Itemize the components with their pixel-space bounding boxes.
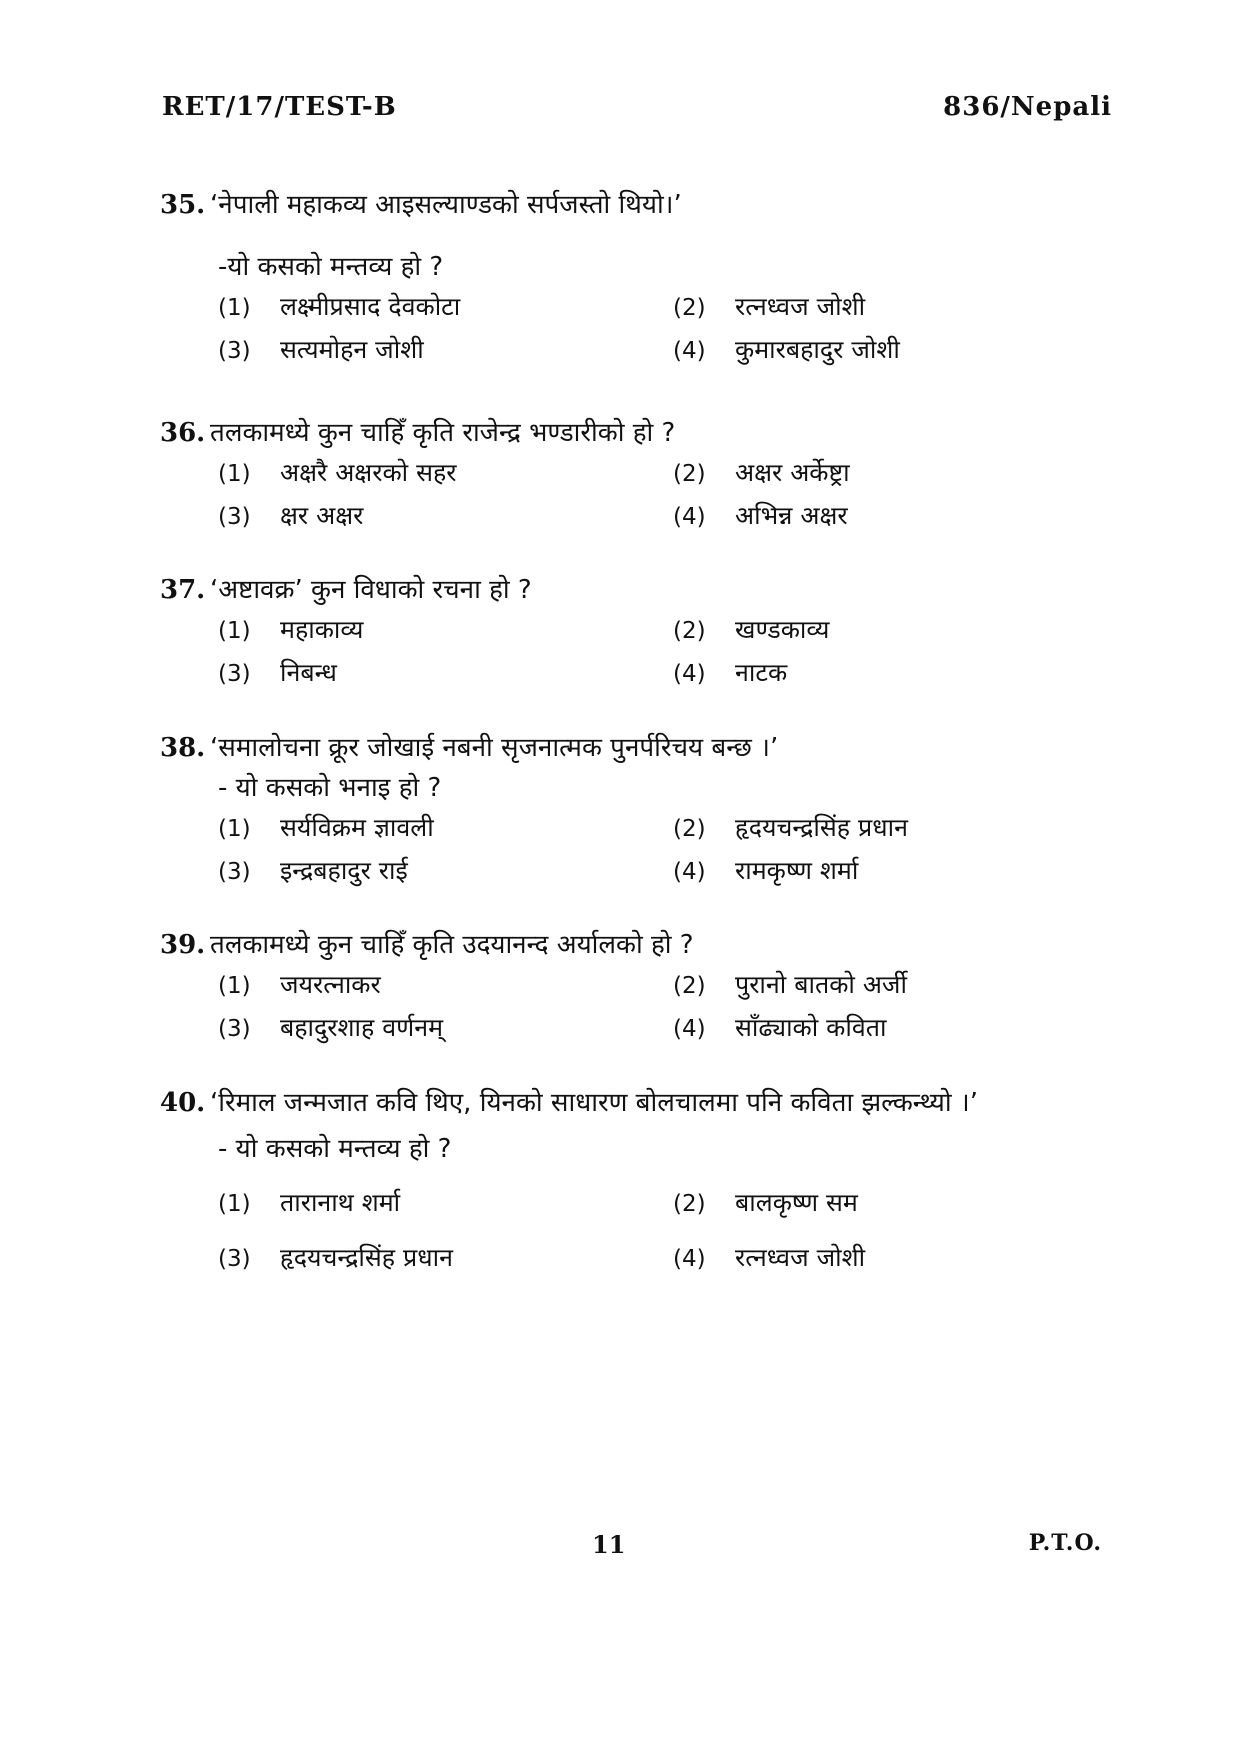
option-4: (4) नाटक — [673, 658, 788, 687]
question-number: 36. — [160, 418, 206, 448]
question-text — [160, 728, 1110, 768]
question-statement: तलकामध्ये कुन चाहिँ कृति उदयानन्द अर्यालको हो ? — [210, 930, 694, 960]
question-subtext: - यो कसको मन्तव्य हो ? — [218, 1134, 452, 1164]
paper-code: RET/17/TEST-B — [162, 92, 397, 122]
option-4: (4) कुमारबहादुर जोशी — [673, 335, 900, 364]
question-36 — [160, 413, 1110, 537]
option-4: (4) साँढ्याको कविता — [673, 1013, 887, 1042]
question-39 — [160, 925, 1110, 1049]
question-text — [160, 1083, 1110, 1123]
question-statement: ‘समालोचना क्रूर जोखाई नबनी सृजनात्मक पुनर्परिचय बन्छ ।’ — [210, 733, 779, 763]
option-3: (3) सत्यमोहन जोशी — [218, 335, 424, 364]
option-1: (1) सर्यविक्रम ज्ञावली — [218, 813, 434, 842]
question-number: 40. — [160, 1088, 206, 1118]
option-1: (1) लक्ष्मीप्रसाद देवकोटा — [218, 292, 461, 321]
option-2: (2) हृदयचन्द्रसिंह प्रधान — [673, 813, 908, 842]
option-2: (2) अक्षर अर्केष्ट्रा — [673, 458, 850, 487]
question-statement: ‘अष्टावक्र’ कुन विधाको रचना हो ? — [210, 575, 532, 605]
option-4: (4) अभिन्न अक्षर — [673, 501, 848, 530]
question-subtext: -यो कसको मन्तव्य हो ? — [218, 252, 444, 282]
question-statement: ‘रिमाल जन्मजात कवि थिए, यिनको साधारण बोलचालमा पनि कविता झल्कन्थ्यो ।’ — [210, 1088, 978, 1118]
option-4: (4) रत्नध्वज जोशी — [673, 1243, 866, 1272]
option-1: (1) अक्षरै अक्षरको सहर — [218, 458, 457, 487]
please-turn-over: P.T.O. — [1028, 1530, 1102, 1556]
option-2: (2) खण्डकाव्य — [673, 615, 830, 644]
question-38 — [160, 728, 1110, 892]
question-number: 38. — [160, 733, 206, 763]
option-2: (2) रत्नध्वज जोशी — [673, 292, 866, 321]
options-list — [160, 287, 1110, 371]
option-1: (1) जयरत्नाकर — [218, 970, 381, 999]
options-list — [160, 1183, 1110, 1279]
question-number: 39. — [160, 930, 206, 960]
option-3: (3) इन्द्रबहादुर राई — [218, 856, 408, 885]
question-subtext: - यो कसको भनाइ हो ? — [218, 773, 442, 803]
subject-code: 836/Nepali — [943, 92, 1112, 122]
option-3: (3) हृदयचन्द्रसिंह प्रधान — [218, 1243, 453, 1272]
question-statement: तलकामध्ये कुन चाहिँ कृति राजेन्द्र भण्डारीको हो ? — [210, 418, 676, 448]
question-text — [160, 413, 1110, 453]
question-text — [160, 570, 1110, 610]
option-3: (3) बहादुरशाह वर्णनम् — [218, 1013, 444, 1042]
question-number: 35. — [160, 190, 206, 220]
options-list — [160, 808, 1110, 892]
question-statement: ‘नेपाली महाकव्य आइसल्याण्डको सर्पजस्तो थियो।’ — [210, 190, 682, 220]
options-list — [160, 965, 1110, 1049]
option-2: (2) बालकृष्ण सम — [673, 1188, 858, 1217]
option-2: (2) पुरानो बातको अर्जी — [673, 970, 907, 999]
option-1: (1) महाकाव्य — [218, 615, 364, 644]
options-list — [160, 453, 1110, 537]
page-number: 11 — [592, 1530, 626, 1559]
option-1: (1) तारानाथ शर्मा — [218, 1188, 401, 1217]
question-37 — [160, 570, 1110, 694]
question-text — [160, 185, 1110, 225]
question-text — [160, 925, 1110, 965]
question-35 — [160, 185, 1110, 371]
option-4: (4) रामकृष्ण शर्मा — [673, 856, 859, 885]
question-40 — [160, 1083, 1110, 1279]
option-3: (3) क्षर अक्षर — [218, 501, 364, 530]
question-number: 37. — [160, 575, 206, 605]
options-list — [160, 610, 1110, 694]
option-3: (3) निबन्ध — [218, 658, 337, 687]
